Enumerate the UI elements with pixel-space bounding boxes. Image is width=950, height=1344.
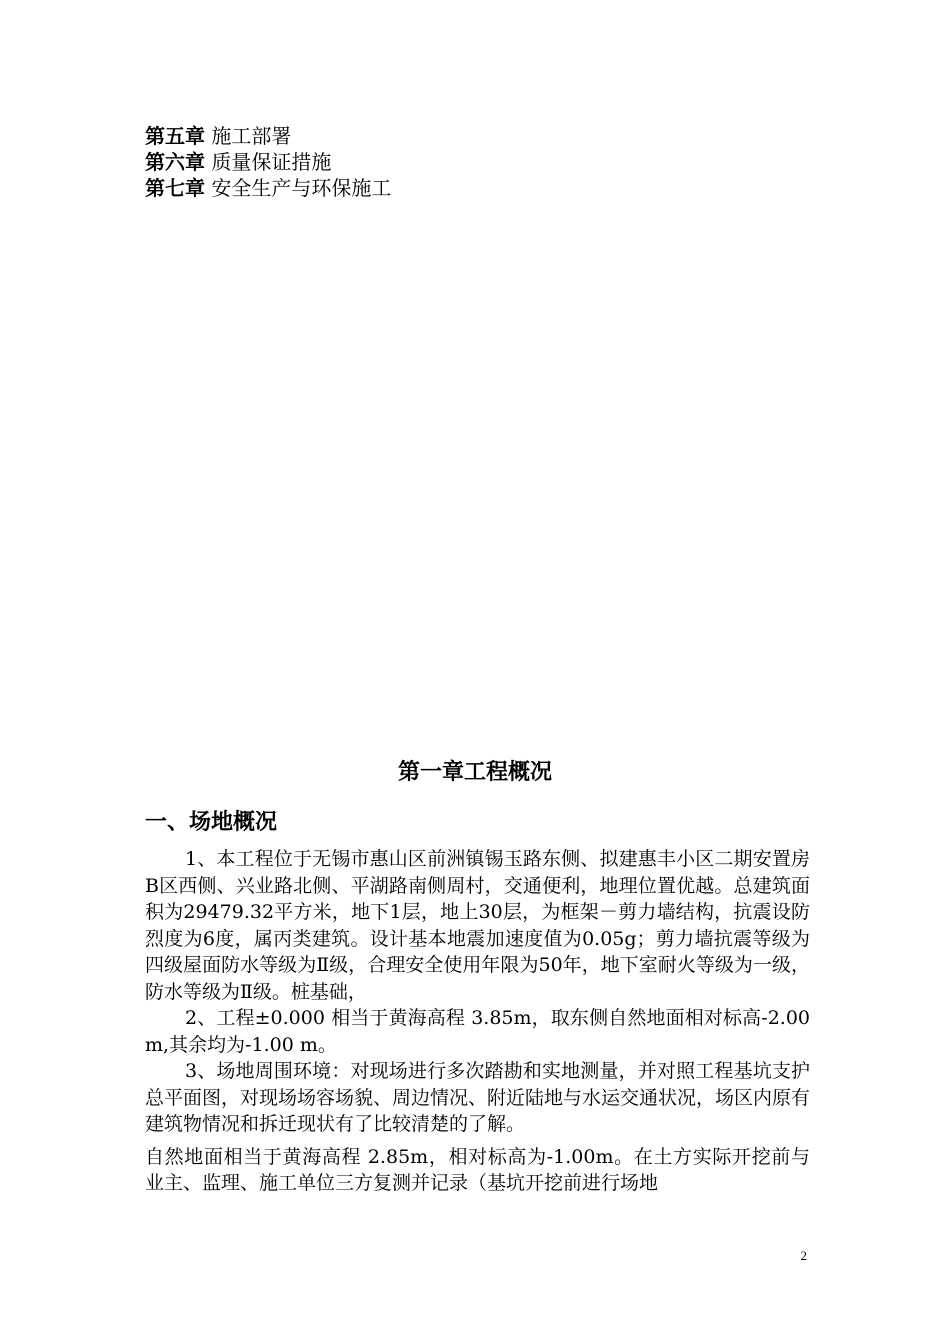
toc-item-chapter-6[interactable]	[145, 149, 391, 175]
toc-chapter-number: 第六章	[145, 150, 205, 174]
toc-item-chapter-5[interactable]	[145, 123, 391, 149]
body-text	[145, 846, 810, 1197]
toc-chapter-title: 安全生产与环保施工	[205, 176, 392, 200]
chapter-heading: 第一章工程概况	[397, 760, 552, 785]
toc-chapter-number: 第七章	[145, 176, 205, 200]
page-number: 2	[800, 1248, 807, 1263]
paragraph-elevation: 2、工程±0.000 相当于黄海高程 3.85m，取东侧自然地面相对标高-2.00 m,其余均为-1.00 m。	[145, 1007, 810, 1056]
toc-item-chapter-7[interactable]	[145, 175, 391, 201]
toc-chapter-title: 质量保证措施	[205, 150, 332, 174]
paragraph-natural-ground: 自然地面相当于黄海高程 2.85m，相对标高为-1.00m。在土方实际开挖前与业主、监理、施工单位三方复测并记录（基坑开挖前进行场地	[145, 1145, 810, 1194]
table-of-contents	[145, 123, 391, 201]
section-heading: 一、场地概况	[145, 810, 278, 835]
toc-chapter-title: 施工部署	[205, 124, 292, 148]
paragraph-project-location: 1、本工程位于无锡市惠山区前洲镇锡玉路东侧、拟建惠丰小区二期安置房B区西侧、兴业路北侧、平湖路南侧周村，交通便利，地理位置优越。总建筑面积为29479.32平方米，地下1层，地上30层，为框架－剪力墙结构，抗震设防烈度为6度，属丙类建筑。设计基本地震加速度值为0.05g；剪力墙抗震等级为四级屋面防水等级为Ⅱ级，合理安全使用年限为50年，地下室耐火等级为一级，防水等级为Ⅱ级。桩基础，	[145, 848, 810, 1003]
toc-chapter-number: 第五章	[145, 124, 205, 148]
paragraph-site-environment: 3、场地周围环境：对现场进行多次踏勘和实地测量，并对照工程基坑支护总平面图，对现场场容场貌、周边情况、附近陆地与水运交通状况，场区内原有建筑物情况和拆迁现状有了比较清楚的了解。	[145, 1060, 811, 1135]
